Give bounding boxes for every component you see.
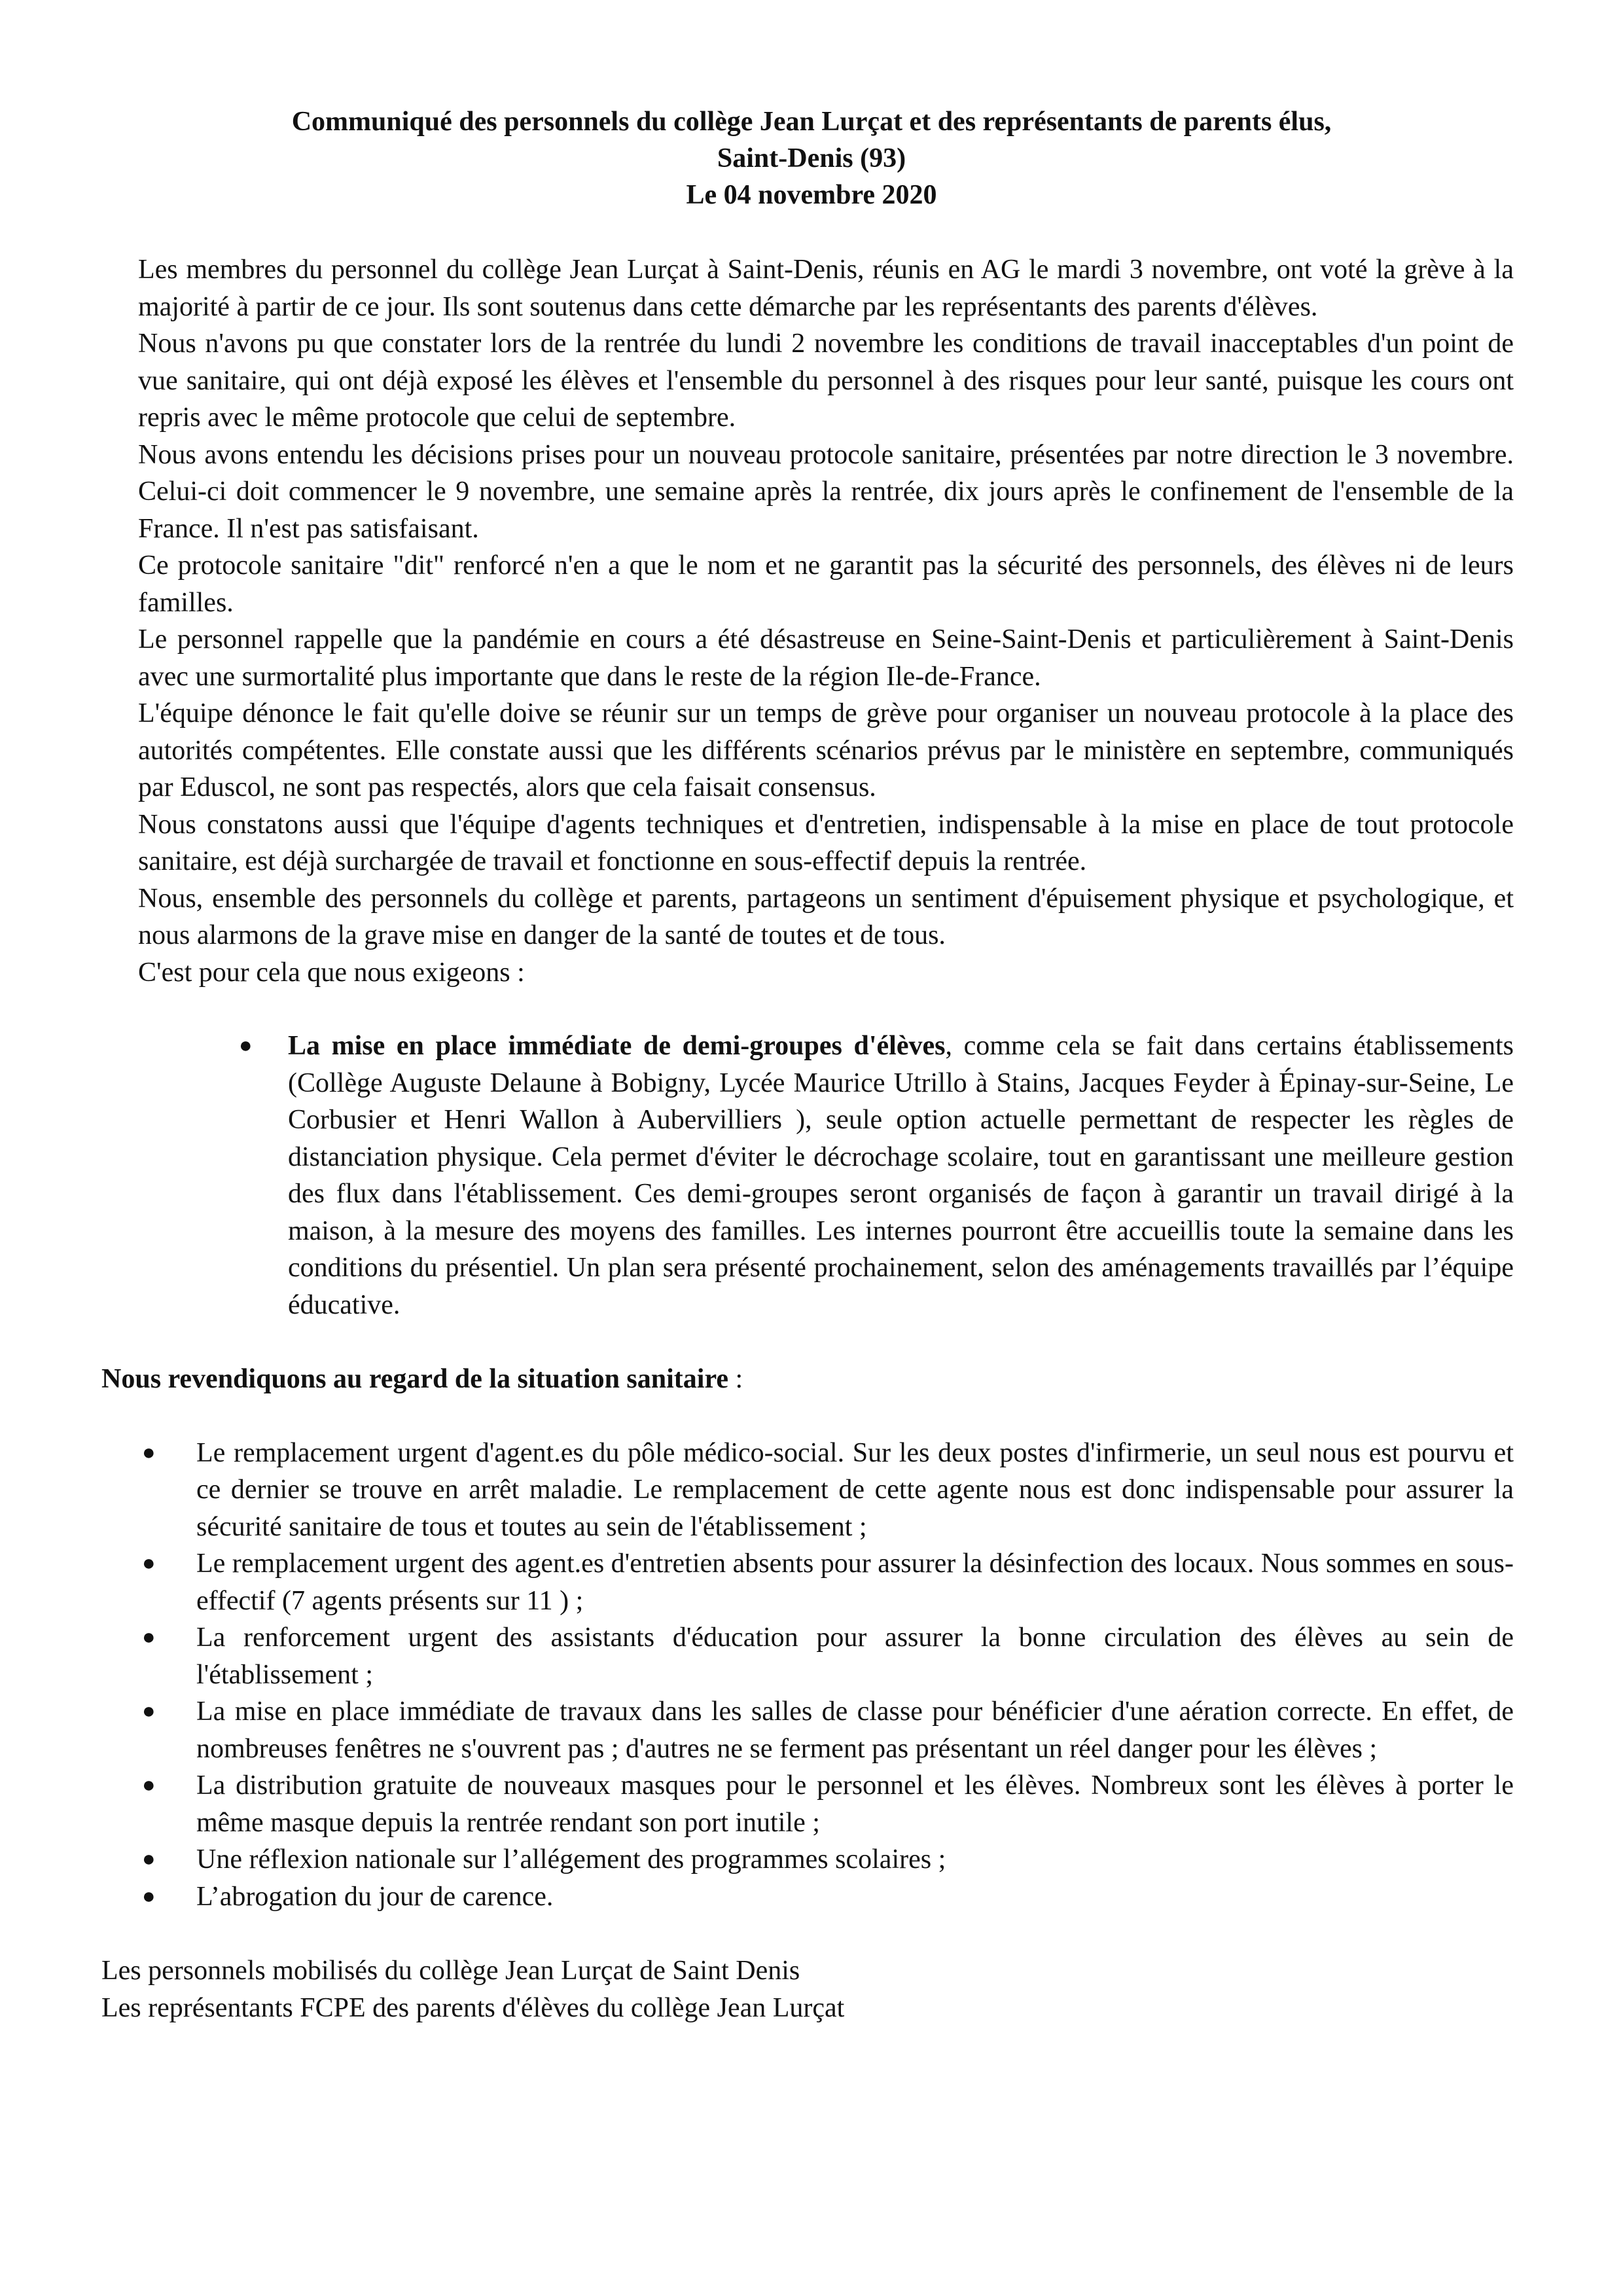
claim-item-7 <box>142 1878 1514 1916</box>
bullet-icon: ● <box>142 1625 156 1649</box>
bullet-icon: ● <box>142 1440 156 1465</box>
demand-text: , comme cela se fait dans certains établissements (Collège Auguste Delaune à Bobigny, Lycée Maurice Utrillo à Stains, Jacques Feyder à Épinay-sur-Seine, Le Corbusier et Henri Wallon à Aubervilliers ), seule option actuelle permettant de respecter les règles de distanciation physique. Cela permet d'éviter le décrochage scolaire, tout en garantissant une meilleure gestion des flux dans l'établissement. Ces demi-groupes seront organisés de façon à garantir un travail dirigé à la maison, à la mesure des moyens des familles. Les internes pourront être accueillis toute la semaine dans les conditions du présentiel. Un plan sera présenté prochainement, selon des aménagements travaillés par l’équipe éducative. <box>288 1031 1514 1320</box>
bullet-icon: ● <box>142 1773 156 1797</box>
paragraph-8: Nous, ensemble des personnels du collège et parents, partageons un sentiment d'épuisement physique et psychologique, et nous alarmons de la grave mise en danger de la santé de toutes et de tous. <box>138 883 1514 950</box>
claims-title-bold: Nous revendiquons au regard de la situation sanitaire <box>101 1364 728 1394</box>
paragraph-7: Nous constatons aussi que l'équipe d'agents techniques et d'entretien, indispensable à la mise en place de tout protocole sanitaire, est déjà surchargée de travail et fonctionne en sous-effectif depuis la rentrée. <box>138 809 1514 876</box>
document-header <box>101 103 1522 213</box>
claim-text: L’abrogation du jour de carence. <box>196 1881 554 1912</box>
claim-text: Le remplacement urgent d'agent.es du pôle médico-social. Sur les deux postes d'infirmerie, un seul nous est pourvu et ce dernier se trouve en arrêt maladie. Le remplacement de cette agente nous est donc indispensable pour assurer la sécurité sanitaire de tous et toutes au sein de l'établissement ; <box>196 1437 1514 1542</box>
demand-bold-text: La mise en place immédiate de demi-groupes d'élèves <box>288 1031 946 1061</box>
bullet-icon: ● <box>142 1847 156 1871</box>
claim-item-4 <box>142 1693 1514 1767</box>
claim-text: La distribution gratuite de nouveaux masques pour le personnel et les élèves. Nombreux sont les élèves à porter le même masque depuis la rentrée rendant son port inutile ; <box>196 1770 1514 1838</box>
demand-item <box>239 1028 1514 1323</box>
claims-list <box>101 1435 1522 1916</box>
bullet-icon: ● <box>142 1699 156 1723</box>
demands-intro: C'est pour cela que nous exigeons : <box>138 957 525 988</box>
paragraph-3: Nous avons entendu les décisions prises pour un nouveau protocole sanitaire, présentées par notre direction le 3 novembre. Celui-ci doit commencer le 9 novembre, une semaine après la rentrée, dix jours après le confinement de l'ensemble de la France. Il n'est pas satisfaisant. <box>138 439 1514 544</box>
claim-item-3 <box>142 1619 1514 1693</box>
body-paragraphs <box>101 251 1522 991</box>
bullet-icon: ● <box>239 1033 253 1058</box>
claim-item-2 <box>142 1545 1514 1619</box>
signature-block <box>101 1952 1522 2026</box>
claim-item-5 <box>142 1767 1514 1841</box>
paragraph-2: Nous n'avons pu que constater lors de la rentrée du lundi 2 novembre les conditions de travail inacceptables d'un point de vue sanitaire, qui ont déjà exposé les élèves et l'ensemble du personnel à des risques pour leur santé, puisque les cours ont repris avec le même protocole que celui de septembre. <box>138 329 1514 433</box>
bullet-icon: ● <box>142 1551 156 1575</box>
claim-text: La renforcement urgent des assistants d'éducation pour assurer la bonne circulation des élèves au sein de l'établissement ; <box>196 1623 1514 1690</box>
header-location-line: Saint-Denis (93) <box>717 143 906 173</box>
signature-line-parents: Les représentants FCPE des parents d'élèves du collège Jean Lurçat <box>101 1992 845 2023</box>
claim-item-6 <box>142 1841 1514 1878</box>
claim-text: Une réflexion nationale sur l’allégement des programmes scolaires ; <box>196 1844 946 1874</box>
paragraph-6: L'équipe dénonce le fait qu'elle doive se réunir sur un temps de grève pour organiser un nouveau protocole à la place des autorités compétentes. Elle constate aussi que les différents scénarios prévus par le ministère en septembre, communiqués par Eduscol, ne sont pas respectés, alors que cela faisait consensus. <box>138 698 1514 802</box>
paragraph-1: Les membres du personnel du collège Jean Lurçat à Saint-Denis, réunis en AG le mardi 3 novembre, ont voté la grève à la majorité à partir de ce jour. Ils sont soutenus dans cette démarche par les représentants des parents d'élèves. <box>138 255 1514 322</box>
claims-title <box>101 1361 1522 1398</box>
claim-text: Le remplacement urgent des agent.es d'entretien absents pour assurer la désinfection des locaux. Nous sommes en sous-effectif (7 agents présents sur 11 ) ; <box>196 1549 1514 1616</box>
claims-title-rest: : <box>728 1364 743 1394</box>
header-title-line: Communiqué des personnels du collège Jean Lurçat et des représentants de parents élus, <box>291 107 1332 137</box>
demands-list <box>101 1028 1522 1323</box>
bullet-icon: ● <box>142 1884 156 1909</box>
claim-item-1 <box>142 1435 1514 1546</box>
claim-text: La mise en place immédiate de travaux dans les salles de classe pour bénéficier d'une aération correcte. En effet, de nombreuses fenêtres ne s'ouvrent pas ; d'autres ne se ferment pas présentant un réel danger pour les élèves ; <box>196 1696 1514 1764</box>
paragraph-5: Le personnel rappelle que la pandémie en cours a été désastreuse en Seine-Saint-Denis et particulièrement à Saint-Denis avec une surmortalité plus importante que dans le reste de la région Ile-de-France. <box>138 624 1514 692</box>
header-date-line: Le 04 novembre 2020 <box>686 180 937 210</box>
paragraph-4: Ce protocole sanitaire "dit" renforcé n'en a que le nom et ne garantit pas la sécurité des personnels, des élèves ni de leurs familles. <box>138 550 1514 618</box>
signature-line-staff: Les personnels mobilisés du collège Jean Lurçat de Saint Denis <box>101 1956 800 1986</box>
